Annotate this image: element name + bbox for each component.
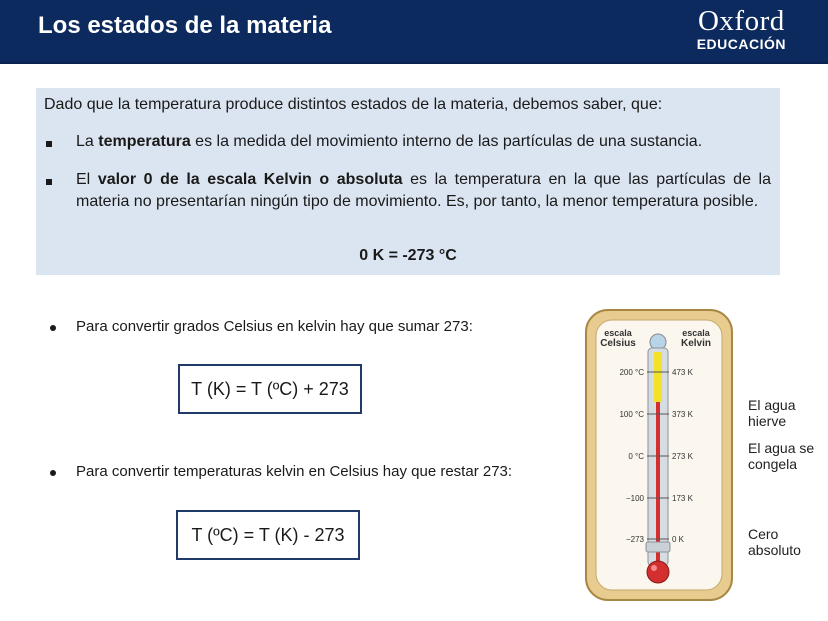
tube-clamp [646, 542, 670, 552]
absolute-zero-formula: 0 K = -273 °C [359, 247, 457, 264]
kelvin-tick-label: 0 K [672, 535, 685, 544]
square-bullet-icon [46, 141, 52, 147]
upper-column [654, 352, 662, 402]
item-text: es la temperatura en la que las partículas de la materia no presentarían ningún tipo de movimiento. Es, por tanto, la menor temperatura posible. [76, 171, 772, 210]
item-bold-text: valor 0 de la escala Kelvin o absoluta [97, 171, 403, 188]
logo-oxford-text: Oxford [697, 5, 785, 37]
kelvin-to-celsius-formula-box: T (ºC) = T (K) - 273 [176, 510, 360, 560]
oxford-logo [697, 6, 786, 52]
kelvin-header-label: escala [682, 328, 710, 338]
info-item-temperature [76, 131, 771, 153]
kelvin-tick-label: 473 K [672, 368, 693, 377]
celsius-tick-label: −100 [625, 494, 644, 503]
item-text: La [76, 133, 99, 150]
celsius-header-label: Celsius [600, 338, 636, 349]
celsius-to-kelvin-formula-box: T (K) = T (ºC) + 273 [178, 364, 362, 414]
info-intro: Dado que la temperatura produce distintos estados de la materia, debemos saber, que: [44, 96, 663, 113]
label-water-freezes [748, 440, 814, 472]
label-line: hierve [748, 413, 787, 429]
label-line: congela [748, 456, 798, 472]
label-absolute-zero [748, 526, 801, 558]
kelvin-tick-label: 273 K [672, 452, 693, 461]
kelvin-tick-label: 373 K [672, 410, 693, 419]
item-text: El [76, 171, 98, 188]
bulb-highlight [651, 565, 657, 571]
bullet-dot-icon [50, 470, 56, 476]
celsius-tick-label: 200 °C [619, 368, 644, 377]
item-bold-text: temperatura [98, 133, 191, 150]
celsius-tick-label: 100 °C [619, 410, 644, 419]
celsius-tick-label: −273 [625, 535, 644, 544]
square-bullet-icon [46, 179, 52, 185]
logo-educacion-text: EDUCACIÓN [696, 36, 786, 52]
label-water-boils [748, 397, 795, 429]
label-line: Cero [748, 526, 779, 542]
label-line: El agua [748, 397, 796, 413]
page-title: Los estados de la materia [38, 12, 332, 39]
celsius-header-label: escala [604, 328, 632, 338]
item-text: es la medida del movimiento interno de las partículas de una sustancia. [190, 133, 703, 150]
kelvin-header-label: Kelvin [680, 338, 712, 349]
bullet-dot-icon [50, 325, 56, 331]
info-box [36, 88, 780, 275]
celsius-tick-label: 0 °C [628, 452, 644, 461]
header-bar [0, 0, 828, 64]
kelvin-to-celsius-text: Para convertir temperaturas kelvin en Celsius hay que restar 273: [76, 463, 513, 480]
label-line: absoluto [748, 542, 801, 558]
kelvin-tick-label: 173 K [672, 494, 693, 503]
mercury-bulb-icon [647, 561, 669, 583]
thermometer-illustration [584, 308, 736, 604]
celsius-to-kelvin-text: Para convertir grados Celsius en kelvin hay que sumar 273: [76, 318, 473, 335]
info-item-kelvin [76, 169, 771, 213]
label-line: El agua se [748, 440, 815, 456]
